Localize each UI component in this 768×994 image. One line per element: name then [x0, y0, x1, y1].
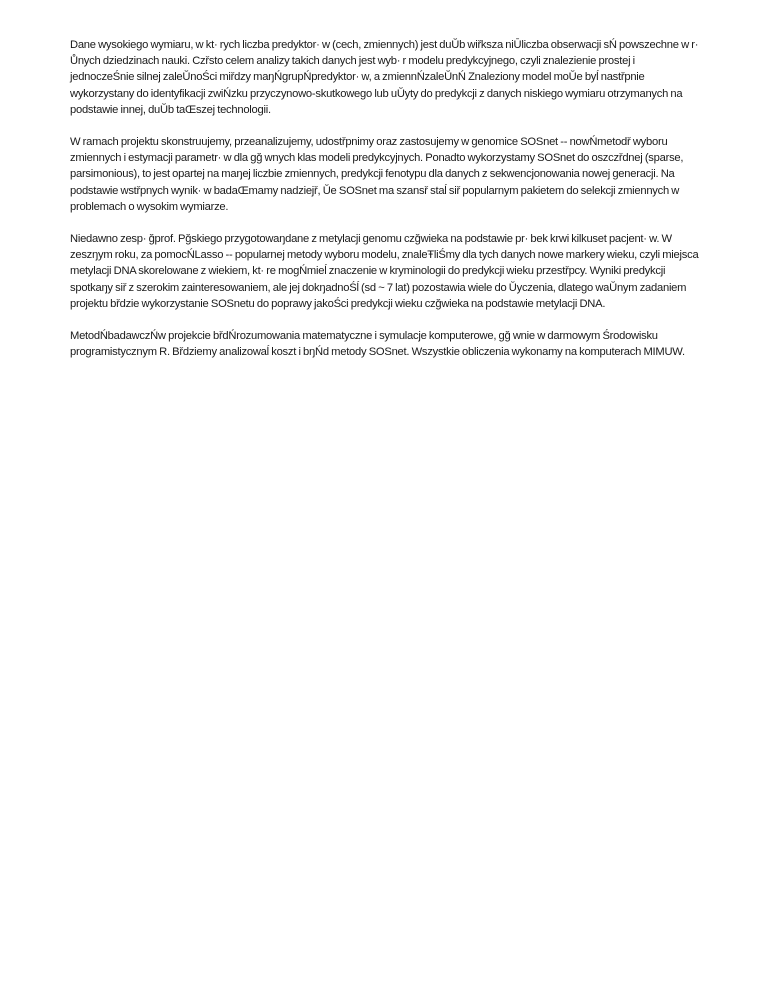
- paragraph-intro: Dane wysokiego wymiaru, w kt· rych liczba predyktor· w (cech, zmiennych) jest duŬb wiřksza niŪliczba obserwacji sŃ powszechne w r· Ůnych dziedzinach nauki. Czřsto celem analizy takich danych jest wyb· r modelu predykcyjnego, czyli znalezienie prostej i jednoczeŚnie silnej zaleŬnoŚci miřdzy maŋŃgrupŃpredyktor· w, a zmiennŃzaleŬnŃ Znaleziony model moŬe byĺ nastřpnie wykorzystany do identyfikacji zwiŃzku przyczynowo-skutkowego lub uŬyty do predykcji z danych niskiego wymiaru otrzymanych na podstawie innej, duŬb taŒszej technologii.: [70, 39, 699, 116]
- paragraph-methods: MetodŃbadawczŃw projekcie břdŃrozumowania matematyczne i symulacje komputerowe, gğ wnie w darmowym Środowisku programistycznym R. Břdziemy analizowaĺ koszt i bŋŃd metody SOSnet. Wszystkie obliczenia wykonamy na komputerach MIMUW.: [70, 330, 685, 359]
- document-body: [70, 37, 700, 376]
- paragraph-project-scope: W ramach projektu skonstruujemy, przeanalizujemy, udostřpnimy oraz zastosujemy w genomice SOSnet -- nowŃmetodř wyboru zmiennych i estymacji parametr· w dla gğ wnych klas modeli predykcyjnych. Ponadto wykorzystamy SOSnet do oszczřdnej (sparse, parsimonious), to jest opartej na maŋej liczbie zmiennych, predykcji fenotypu dla danych z sekwencjonowania nowej generacji. Na podstawie wstřpnych wynik· w badaŒmamy nadziejř, Ŭe SOSnet ma szansř staĺ siř popularnym pakietem do selekcji zmiennych w problemach o wysokim wymiarze.: [70, 136, 684, 213]
- paragraph-methylation-study: Niedawno zesp· ğprof. Pğskiego przygotowaŋdane z metylacji genomu czğwieka na podstawie pr· bek krwi kilkuset pacjent· w. W zeszŋym roku, za pomocŃLasso -- popularnej metody wyboru modelu, znaleŦliŚmy dla tych danych nowe markery wieku, czyli miejsca metylacji DNA skorelowane z wiekiem, kt· re mogŃmieĺ znaczenie w kryminologii do predykcji wieku przestřpcy. Wyniki predykcji spotkaŋy siř z szerokim zainteresowaniem, ale jej dokŋadnoŚĺ (sd ~ 7 lat) pozostawia wiele do Ŭyczenia, dlatego waŬnym zadaniem projektu břdzie wykorzystanie SOSnetu do poprawy jakoŚci predykcji wieku czğwieka na podstawie metylacji DNA.: [70, 233, 699, 310]
